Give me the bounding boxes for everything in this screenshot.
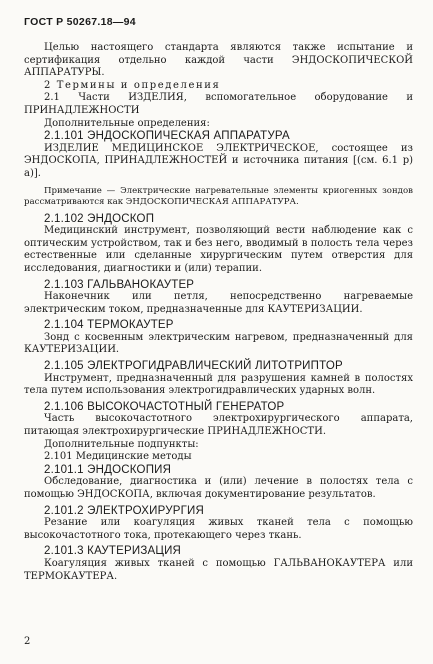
subpoint-2-101: 2.101 Медицинские методы [44,451,192,463]
section-heading-terms: 2 Термины и определения [44,79,221,91]
note-cryogenic: Примечание — Электрические нагревательные элементы криогенных зондов рассматриваются как ЭНДОСКОПИЧЕСКАЯ АППАРАТУРА. [24,185,413,207]
paragraph-purpose: Целью настоящего стандарта являются также испытание и сертификация отдельно каждой части ЭНДОСКОПИЧЕСКОЙ АППАРАТУРЫ. [24,42,413,79]
definition-2-1-105: Инструмент, предназначенный для разрушения камней в полостях тела путем использования электрогидравлических ударных волн. [24,372,413,397]
term-2-101-3: 2.101.3 КАУТЕРИЗАЦИЯ [44,545,182,558]
definition-2-1-102: Медицинский инструмент, позволяющий вести наблюдение как с оптическим устройством, так и без него, вводимый в полость тела через естественные или сделанные хирургическим путем отверстия для исследования, диагностики и (или) терапии. [24,225,413,274]
term-2-101-2: 2.101.2 ЭЛЕКТРОХИРУРГИЯ [44,504,204,517]
term-2-1-104: 2.1.104 ТЕРМОКАУТЕР [44,319,174,332]
definition-2-101-3: Коагуляция живых тканей с помощью ГАЛЬВАНОКАУТЕРА или ТЕРМОКАУТЕРА. [24,557,413,582]
definition-2-1-101: ИЗДЕЛИЕ МЕДИЦИНСКОЕ ЭЛЕКТРИЧЕСКОЕ, состоящее из ЭНДОСКОПА, ПРИНАДЛЕЖНОСТЕЙ и источника питания [(см. 6.1 р) а)]. [24,142,413,179]
term-2-1-103: 2.1.103 ГАЛЬВАНОКАУТЕР [44,278,195,291]
term-2-1-101: 2.1.101 ЭНДОСКОПИЧЕСКАЯ АППАРАТУРА [44,130,290,143]
definition-2-1-104: Зонд с косвенным электрическим нагревом, предназначенный для КАУТЕРИЗАЦИИ. [24,331,413,356]
term-2-1-102: 2.1.102 ЭНДОСКОП [44,212,155,225]
term-2-1-106: 2.1.106 ВЫСОКОЧАСТОТНЫЙ ГЕНЕРАТОР [44,400,285,413]
clause-2-1: 2.1 Части ИЗДЕЛИЯ, вспомогательное оборудование и ПРИНАДЛЕЖНОСТИ [24,92,413,116]
definition-2-1-106: Часть высокочастотного электрохирургического аппарата, питающая электрохирургические ПРИНАДЛЕЖНОСТИ. [24,413,413,438]
definition-2-101-1: Обследование, диагностика и (или) лечение в полостях тела с помощью ЭНДОСКОПА, включая документирование результатов. [24,476,413,500]
document-body [24,42,413,583]
term-2-1-105: 2.1.105 ЭЛЕКТРОГИДРАВЛИЧЕСКИЙ ЛИТОТРИПТОР [44,360,343,373]
additional-definitions-label: Дополнительные определения: [44,117,210,129]
definition-2-101-2: Резание или коагуляция живых тканей тела с помощью высокочастотного тока, протекающего через ткань. [24,517,413,541]
page-number: 2 [24,636,31,647]
definition-2-1-103: Наконечник или петля, непосредственно нагреваемые электрическим током, предназначенные для КАУТЕРИЗАЦИИ. [24,291,413,315]
standard-header: ГОСТ Р 50267.18—94 [24,16,136,28]
additional-subpoints-label: Дополнительные подпункты: [44,438,199,450]
term-2-101-1: 2.101.1 ЭНДОСКОПИЯ [44,463,172,476]
